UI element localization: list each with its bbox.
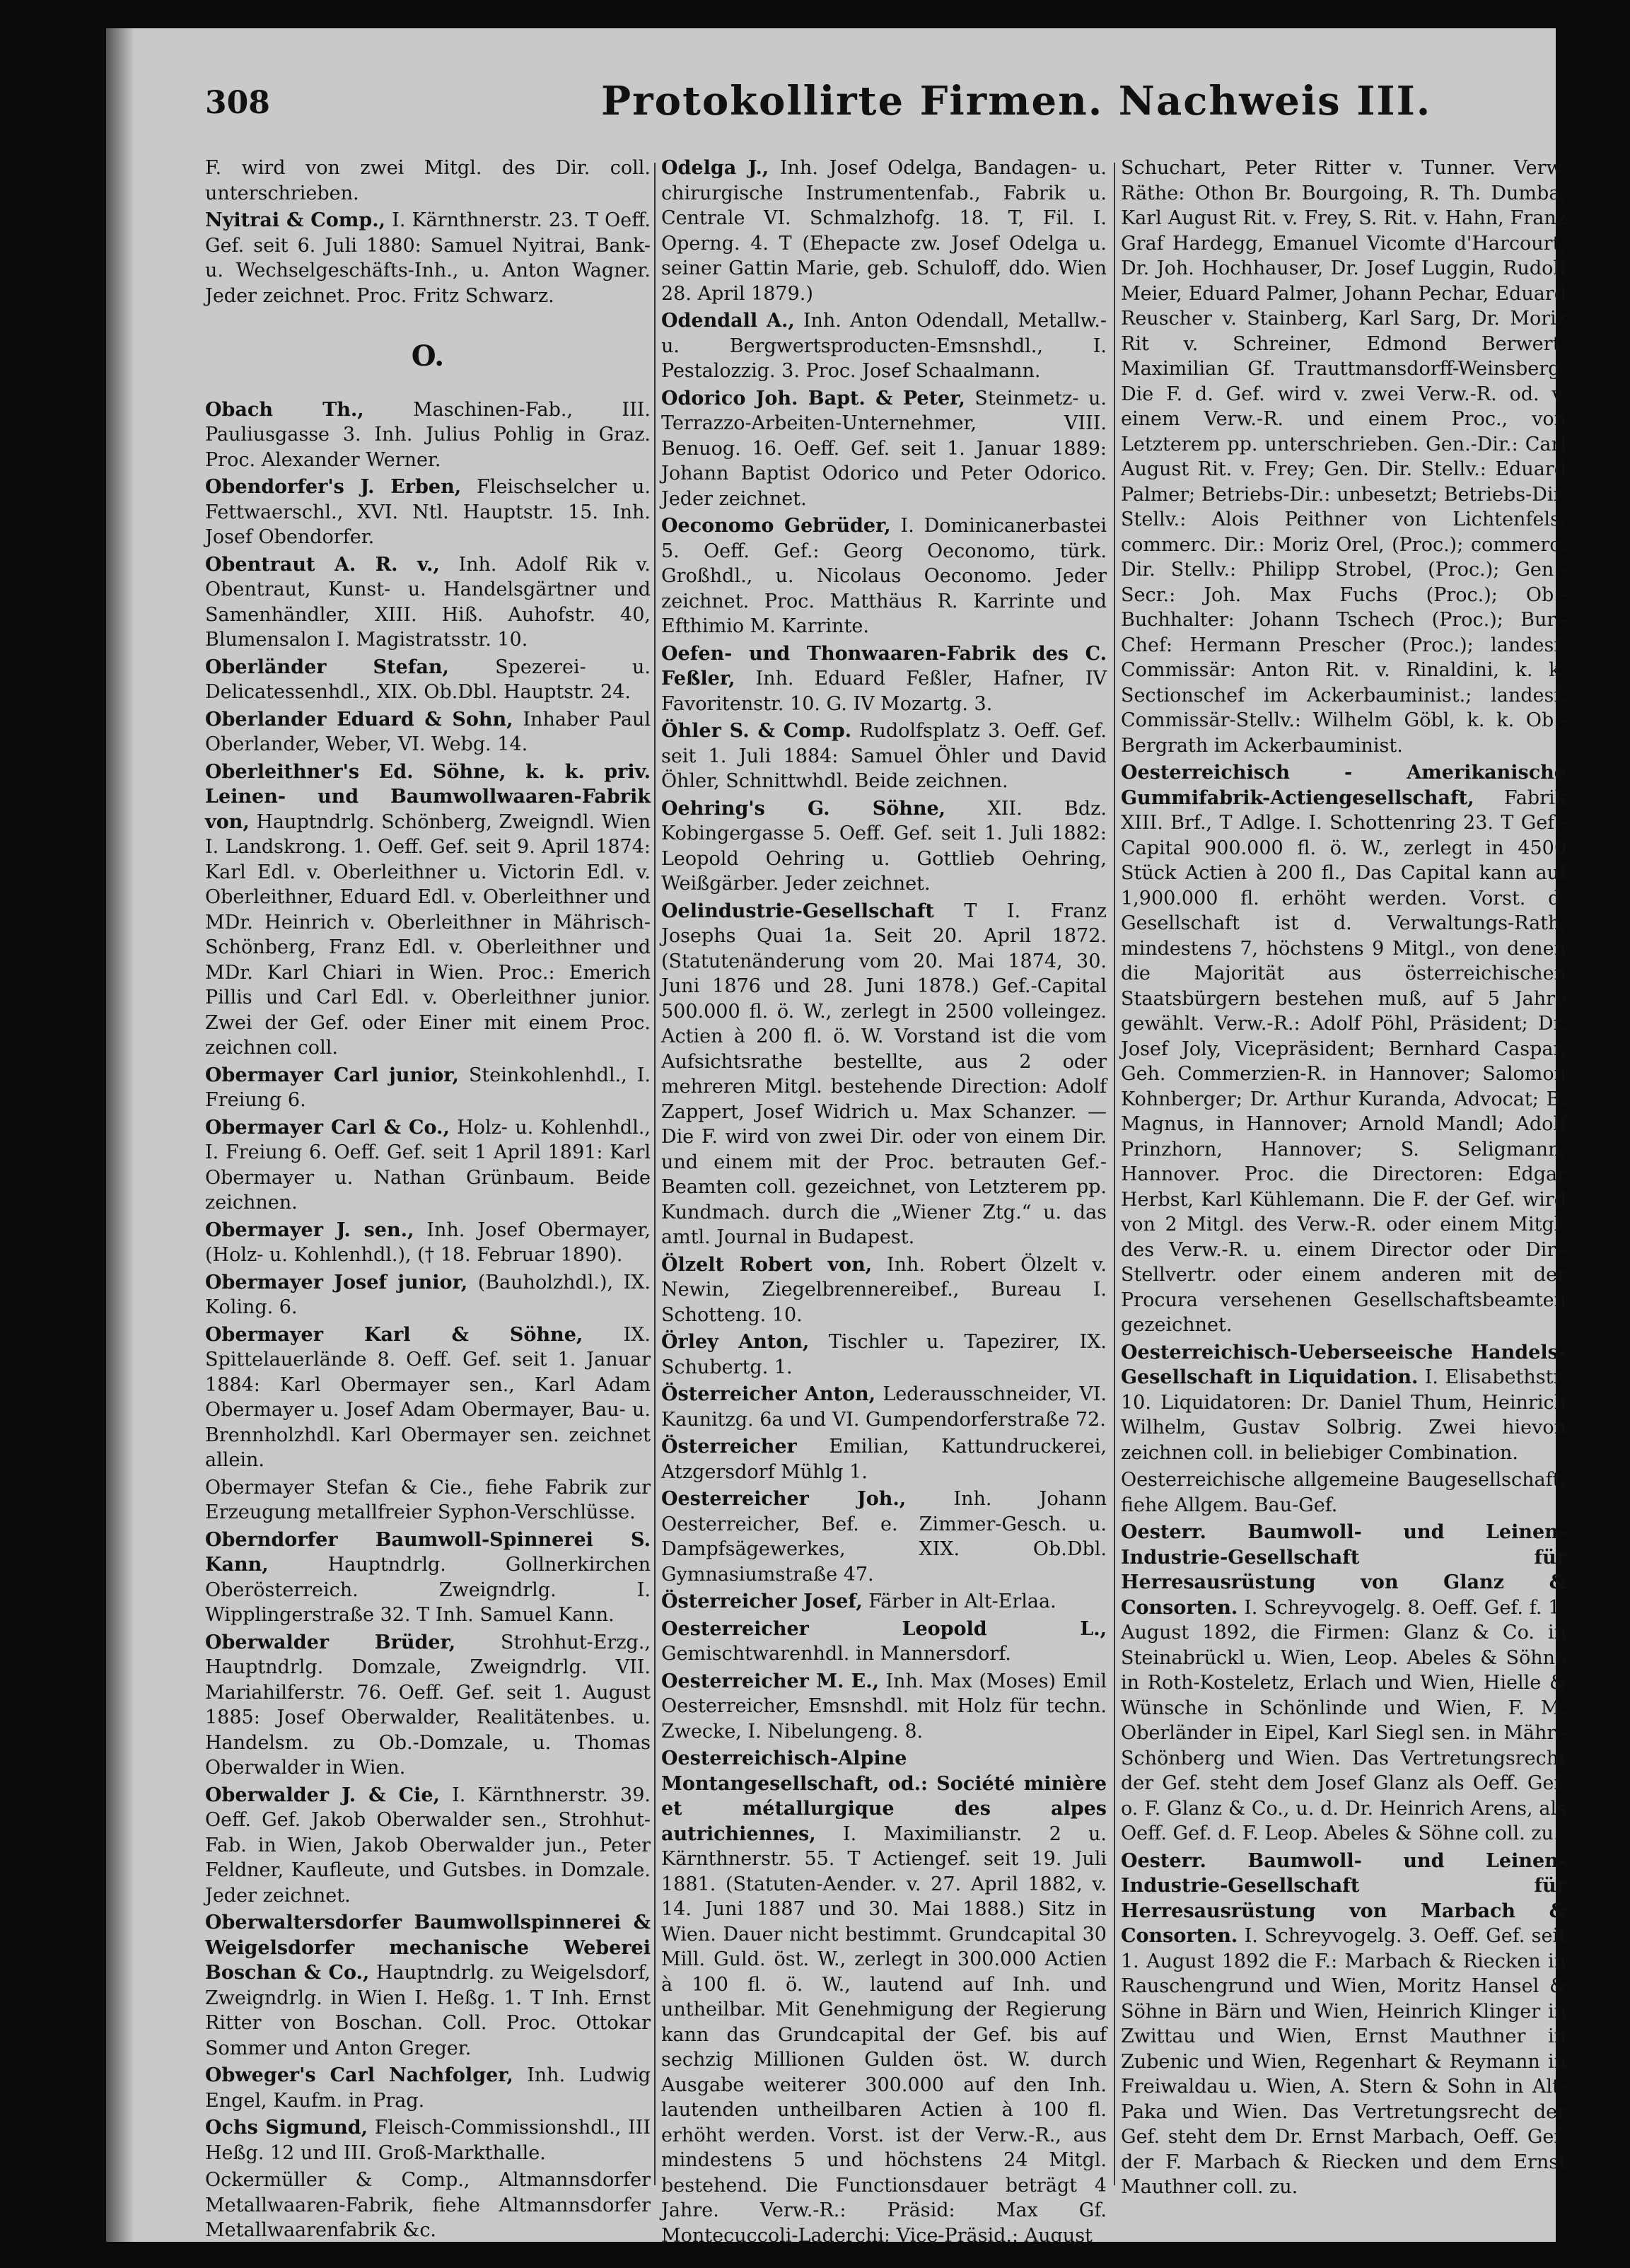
directory-entry <box>205 655 651 705</box>
column-left <box>205 156 651 2241</box>
entry-text: Fabrik XIII. Brf., T Adlge. I. Schottenring 23. T Gef.-Capital 900.000 fl. ö. W., zerlegt in 4500 Stück Actien à 200 fl., Das Capital kann auf 1,900.000 fl. erhöht werden. Vorst. d. Gesellschaft ist d. Verwaltungs-Rath, mindestens 7, höchstens 9 Mitgl., von denen die Majorität aus österreichischen Staatsbürgern bestehen muß, auf 5 Jahre gewählt. Verw.-R.: Adolf Pöhl, Präsident; Dr. Josef Joly, Vicepräsident; Bernhard Caspar, Geh. Commerzien-R. in Hannover; Salomon Kohnberger; Dr. Arthur Kuranda, Advocat; B. Magnus, in Hannover; Arnold Mandl; Adolf Prinzhorn, Hannover; S. Seligmann, Hannover. Proc. die Directoren: Edgar Herbst, Karl Kühlemann. Die F. der Gef. wird von 2 Mitgl. des Verw.-R. oder einem Mitgl. des Verw.-R. u. einem Director oder Dir.-Stellvertr. oder einem anderen mit der Procura versehenen Gesellschaftsbeamten gezeichnet. <box>1121 786 1566 1336</box>
firm-name: Odendall A., <box>661 310 795 332</box>
entry-text: Inh. Robert Ölzelt v. Newin, Ziegelbrennereibef., Bureau I. Schotteng. 10. <box>661 1253 1107 1326</box>
entry-text: Inh. Johann Oesterreicher, Bef. e. Zimmer-Gesch. u. Dampfsägewerkes, XIX. Ob.Dbl. Gymnasiumstraße 47. <box>661 1488 1107 1586</box>
directory-entry <box>661 308 1107 384</box>
firm-name: Odorico Joh. Bapt. & Peter, <box>661 387 965 409</box>
entry-text: Spezerei- u. Delicatessenhdl., XIX. Ob.Dbl. Hauptstr. 24. <box>205 656 651 703</box>
firm-name: Odelga J., <box>661 157 769 179</box>
directory-entry <box>205 397 651 473</box>
entry-text: T I. Franz Josephs Quai 1a. Seit 20. April 1872. (Statutenänderung vom 20. Mai 1874, 30. Juni 1876 und 28. Juni 1878.) Gef.-Capital 500.000 fl. ö. W., zerlegt in 2500 volleingez. Actien à 200 fl. ö. W. Vorstand ist die vom Aufsichtsrathe bestellte, aus 2 oder mehreren Mitgl. bestehende Direction: Adolf Zappert, Josef Widrich u. Max Schanzer. — Die F. wird von zwei Dir. oder von einem Dir. und einem mit der Proc. betrauten Gef.-Beamten coll. gezeichnet, von Letzterem pp. Kundmach. durch die „Wiener Ztg.“ u. das amtl. Journal in Budapest. <box>661 900 1107 1248</box>
directory-entry <box>661 386 1107 512</box>
firm-name: Oesterreichisch-Alpine Montangesellschaft, od.: Société minière et métallurgique des alpes autrichiennes, <box>661 1747 1107 1845</box>
firm-name: Oefen- und Thonwaaren-Fabrik des C. Feßler, <box>661 642 1107 690</box>
directory-entry <box>1121 1520 1566 1847</box>
entry-text: Inh. Eduard Feßler, Hafner, IV Favoritenstr. 10. G. IV Mozartg. 3. <box>661 668 1107 715</box>
page-number: 308 <box>205 85 270 121</box>
firm-name: Österreicher <box>661 1436 797 1458</box>
directory-entry <box>205 2168 651 2243</box>
directory-entry <box>661 1487 1107 1587</box>
firm-name: Obermayer Josef junior, <box>205 1271 468 1293</box>
entry-text: I. Schreyvogelg. 3. Oeff. Gef. seit 1. August 1892 die F.: Marbach & Riecken in Rauschengrund und Wien, Moritz Hansel & Söhne in Bärn und Wien, Heinrich Klinger in Zwittau und Wien, Ernst Mauthner in Zubenic und Wien, Regenhart & Reymann in Freiwaldau u. Wien, A. Stern & Sohn in Alt-Paka und Wien. Das Vertretungsrecht der Gef. steht dem Dr. Ernst Marbach, Oeff. Gef. der F. Marbach & Riecken und dem Ernst Mauthner coll. zu. <box>1121 1925 1566 2198</box>
entry-text: Steinkohlenhdl., I. Freiung 6. <box>205 1064 651 1111</box>
entry-text: Strohhut-Erzg., Hauptndrlg. Domzale, Zweigndrlg. VII. Mariahilferstr. 76. Oeff. Gef. seit 1. August 1885: Josef Oberwalder, Realitätenbes. u. Handelsm. zu Ob.-Domzale, u. Thomas Oberwalder in Wien. <box>205 1631 651 1779</box>
entry-text: Färber in Alt-Erlaa. <box>868 1590 1056 1612</box>
firm-name: Nyitrai & Comp., <box>205 209 386 231</box>
entry-text: Hauptndrlg. Gollnerkirchen Oberösterreich. Zweigndrlg. I. Wipplingerstraße 32. T Inh. Samuel Kann. <box>205 1554 651 1626</box>
entry-text: I. Dominicanerbastei 5. Oeff. Gef.: Georg Oeconomo, türk. Großhdl., u. Nicolaus Oeconomo. Jeder zeichnet. Proc. Matthäus R. Karrinte und Efthimio M. Karrinte. <box>661 515 1107 637</box>
entry-text: Emilian, Kattundruckerei, Atzgersdorf Mühlg 1. <box>661 1436 1107 1483</box>
directory-entry <box>1121 1340 1566 1466</box>
firm-name: Oehring's G. Söhne, <box>661 797 946 820</box>
entry-text: Fleischselcher u. Fettwaerschl., XVI. Ntl. Hauptstr. 15. Inh. Josef Obendorfer. <box>205 476 651 548</box>
firm-name: Oesterreicher M. E., <box>661 1670 880 1692</box>
entry-text: Hauptndrlg. Schönberg, Zweigndl. Wien I. Landskrong. 1. Oeff. Gef. seit 9. April 1874: Karl Edl. v. Oberleithner u. Victorin Edl. v. Oberleithner, Eduard Edl. v. Oberleithner und MDr. Heinrich v. Oberleithner in Mährisch-Schönberg, Franz Edl. v. Oberleithner und MDr. Karl Chiari in Wien. Proc.: Emerich Pillis und Carl Edl. v. Oberleithner junior. Zwei der Gef. oder Einer mit einem Proc. zeichnen coll. <box>205 810 651 1059</box>
directory-entry <box>205 707 651 757</box>
firm-name: Oesterreicher Joh., <box>661 1488 907 1510</box>
entry-text: Inh. Josef Obermayer, (Holz- u. Kohlenhdl.), († 18. Februar 1890). <box>205 1219 651 1266</box>
directory-entry <box>205 2115 651 2165</box>
book-page <box>106 28 1566 2247</box>
entry-text: XII. Bdz. Kobingergasse 5. Oeff. Gef. seit 1. Juli 1882: Leopold Oehring u. Gottlieb Oehring, Weißgärber. Jeder zeichnet. <box>661 797 1107 895</box>
entry-text: I. Elisabethstr. 10. Liquidatoren: Dr. Daniel Thum, Heinrich Wilhelm, Gustav Solbrig. Zwei hievon zeichnen coll. in beliebiger Combination. <box>1121 1366 1566 1464</box>
firm-name: Obendorfer's J. Erben, <box>205 476 462 498</box>
entry-text: Gemischtwarenhdl. in Mannersdorf. <box>661 1643 1011 1665</box>
entry-text: Oesterreichische allgemeine Baugesellschaft, fiehe Allgem. Bau-Gef. <box>1121 1469 1566 1516</box>
directory-entry <box>661 1382 1107 1432</box>
firm-name: Obentraut A. R. v., <box>205 553 440 576</box>
firm-name: Oelindustrie-Gesellschaft <box>661 900 934 922</box>
entry-text: Inhaber Paul Oberlander, Weber, VI. Webg. 14. <box>205 708 651 755</box>
entry-text: Inh. Adolf Rik v. Obentraut, Kunst- u. Handelsgärtner und Samenhändler, XIII. Hiß. Auhofstr. 40, Blumensalon I. Magistratsstr. 10. <box>205 553 651 651</box>
entry-text: Tischler u. Tapezirer, IX. Schubertg. 1. <box>661 1331 1107 1378</box>
firm-name: Oesterr. Baumwoll- und Leinen-Industrie-Gesellschaft für Herresausrüstung von Marbach & Consorten. <box>1121 1849 1566 1947</box>
directory-entry <box>1121 1849 1566 2200</box>
running-title: Protokollirte Firmen. Nachweis III. <box>601 78 1432 124</box>
firm-name: Örley Anton, <box>661 1331 810 1353</box>
firm-name: Oesterreichisch-Ueberseeische Handels-Gesellschaft in Liquidation. <box>1121 1341 1566 1388</box>
entry-text: I. Kärnthnerstr. 23. T Oeff. Gef. seit 6. Juli 1880: Samuel Nyitrai, Bank- u. Wechselgeschäfts-Inh., u. Anton Wagner. Jeder zeichnet. Proc. Fritz Schwarz. <box>205 209 651 307</box>
entry-text: Obermayer Stefan & Cie., fiehe Fabrik zur Erzeugung metallfreier Syphon-Verschlüsse. <box>205 1476 651 1523</box>
section-letter: O. <box>411 339 445 373</box>
entry-text: (Bauholzhdl.), IX. Koling. 6. <box>205 1271 651 1318</box>
entry-text: Rudolfsplatz 3. Oeff. Gef. seit 1. Juli 1884: Samuel Öhler und David Öhler, Schnittwhdl. Beide zeichnen. <box>661 720 1107 792</box>
directory-entry <box>661 899 1107 1250</box>
directory-entry <box>661 1434 1107 1484</box>
column-rule <box>654 163 656 2185</box>
directory-entry <box>205 760 651 1061</box>
directory-entry <box>661 1617 1107 1667</box>
directory-entry <box>205 2063 651 2113</box>
directory-entry <box>205 1910 651 2061</box>
firm-name: Obweger's Carl Nachfolger, <box>205 2064 513 2086</box>
directory-entry <box>205 156 651 206</box>
directory-entry <box>205 1115 651 1216</box>
firm-name: Ochs Sigmund, <box>205 2117 368 2139</box>
page-gutter-shadow <box>106 28 134 2242</box>
directory-entry <box>205 1063 651 1113</box>
entry-text: Inh. Ludwig Engel, Kaufm. in Prag. <box>205 2064 651 2112</box>
directory-entry <box>205 208 651 308</box>
entry-text: Lederausschneider, VI. Kaunitzg. 6a und VI. Gumpendorferstraße 72. <box>661 1383 1107 1431</box>
directory-entry <box>205 1270 651 1320</box>
directory-entry <box>205 1630 651 1781</box>
firm-name: Oesterreichisch - Amerikanische Gummifabrik-Actiengesellschaft, <box>1121 762 1566 809</box>
firm-name: Oesterreicher Leopold L., <box>661 1617 1107 1640</box>
directory-entry <box>661 1330 1107 1380</box>
directory-entry <box>1121 1467 1566 1518</box>
directory-entry <box>205 1322 651 1473</box>
directory-entry <box>205 475 651 550</box>
firm-name: Oeconomo Gebrüder, <box>661 515 891 537</box>
directory-entry <box>205 1218 651 1268</box>
directory-entry <box>1121 760 1566 1338</box>
firm-name: Obach Th., <box>205 398 364 421</box>
directory-entry <box>661 1746 1107 2248</box>
column-middle <box>661 156 1107 2247</box>
directory-entry <box>661 513 1107 639</box>
entry-text: Ockermüller & Comp., Altmannsdorfer Metallwaaren-Fabrik, fiehe Altmannsdorfer Metallwaarenfabrik &c. <box>205 2169 651 2241</box>
directory-entry <box>205 1475 651 1525</box>
firm-name: Obermayer J. sen., <box>205 1219 414 1241</box>
directory-entry <box>661 719 1107 794</box>
directory-entry <box>661 1589 1107 1615</box>
entry-text: Inh. Max (Moses) Emil Oesterreicher, Emsnshdl. mit Holz für techn. Zwecke, I. Nibelungeng. 8. <box>661 1670 1107 1743</box>
entry-text: Holz- u. Kohlenhdl., I. Freiung 6. Oeff. Gef. seit 1 April 1891: Karl Obermayer u. Nathan Grünbaum. Beide zeichnen. <box>205 1116 651 1214</box>
directory-entry <box>1121 156 1566 758</box>
entry-text: Steinmetz- u. Terrazzo-Arbeiten-Unternehmer, VIII. Benuog. 16. Oeff. Gef. seit 1. Januar 1889: Johann Baptist Odorico und Peter Odorico. Jeder zeichnet. <box>661 387 1107 510</box>
entry-text: Maschinen-Fab., III. Pauliusgasse 3. Inh. Julius Pohlig in Graz. Proc. Alexander Werner. <box>205 398 651 471</box>
directory-entry <box>205 1783 651 1909</box>
entry-text: Fleisch-Commissionshdl., III Heßg. 12 und III. Groß-Markthalle. <box>205 2117 651 2164</box>
directory-entry <box>661 641 1107 717</box>
entry-text: Inh. Josef Odelga, Bandagen- u. chirurgische Instrumentenfab., Fabrik u. Centrale VI. Schmalzhofg. 18. T, Fil. I. Operng. 4. T (Ehepacte zw. Josef Odelga u. seiner Gattin Marie, geb. Schuloff, ddo. Wien 28. April 1879.) <box>661 157 1107 305</box>
firm-name: Ölzelt Robert von, <box>661 1253 873 1276</box>
directory-entry <box>661 796 1107 897</box>
entry-text: Schuchart, Peter Ritter v. Tunner. Verw. Räthe: Othon Br. Bourgoing, R. Th. Dumba, Karl August Rit. v. Frey, S. Rit. v. Hahn, Franz Graf Hardegg, Emanuel Vicomte d'Harcourt, Dr. Joh. Hochhauser, Dr. Josef Luggin, Rudolf Meier, Eduard Palmer, Johann Pechar, Eduard Reuscher v. Stainberg, Karl Sarg, Dr. Moriz Rit v. Schreiner, Edmond Berwert, Maximilian Gf. Trauttmansdorff-Weinsberg. Die F. d. Gef. wird v. zwei Verw.-R. od. v. einem Verw.-R. und einem Proc., von Letzterem pp. unterschrieben. Gen.-Dir.: Carl August Rit. v. Frey; Gen. Dir. Stellv.: Eduard Palmer; Betriebs-Dir.: unbesetzt; Betriebs-Dir. Stellv.: Alois Peithner von Lichtenfels; commerc. Dir.: Moriz Orel, (Proc.); commerc. Dir. Stellv.: Philipp Strobel, (Proc.); Gen.-Secr.: Joh. Max Fuchs (Proc.); Ob.-Buchhalter: Johann Tschech (Proc.); Bur.-Chef: Hermann Prescher (Proc.); landesf. Commissär: Anton Rit. v. Rinaldini, k. k. Sectionschef im Ackerbauminist.; landesf. Commissär-Stellv.: Wilhelm Göbl, k. k. Ob.-Bergrath im Ackerbauminist. <box>1121 157 1566 757</box>
entry-text: I. Maximilianstr. 2 u. Kärnthnerstr. 55. T Actiengef. seit 19. Juli 1881. (Statuten-Aender. v. 27. April 1882, v. 14. Juni 1887 und 30. Mai 1888.) Sitz in Wien. Dauer nicht bestimmt. Grundcapital 30 Mill. Guld. öst. W., zerlegt in 300.000 Actien à 100 fl. ö. W., lautend auf Inh. und untheilbar. Mit Genehmigung der Regierung kann das Grundcapital der Gef. bis auf sechzig Millionen Gulden öst. W. durch Ausgabe weiterer 300.000 auf den Inh. lautenden untheilbaren Actien à 100 fl. erhöht werden. Vorst. ist der Verw.-R., aus mindestens 5 und höchstens 24 Mitgl. bestehend. Die Functionsdauer beträgt 4 Jahre. Verw.-R.: Präsid: Max Gf. Montecuccoli-Laderchi; Vice-Präsid.: August <box>661 1822 1107 2247</box>
entry-text: I. Schreyvogelg. 8. Oeff. Gef. f. 1. August 1892, die Firmen: Glanz & Co. in Steinabrückl u. Wien, Leop. Abeles & Söhne in Roth-Kosteletz, Erlach und Wien, Hielle & Wünsche in Schönlinde und Wien, F. M. Oberländer in Eipel, Karl Siegl sen. in Mähr.-Schönberg und Wien. Das Vertretungsrecht der Gef. steht dem Josef Glanz als Oeff. Gef. o. F. Glanz & Co., u. d. Dr. Heinrich Arens, als Oeff. Gef. d. F. Leop. Abeles & Söhne coll. zu. <box>1121 1596 1566 1844</box>
directory-entry <box>205 1528 651 1628</box>
entry-text: Inh. Anton Odendall, Metallw.- u. Bergwertsproducten-Emsnshdl., I. Pestalozzig. 3. Proc. Josef Schaalmann. <box>661 310 1107 382</box>
firm-name: Oberndorfer Baumwoll-Spinnerei S. Kann, <box>205 1528 651 1576</box>
firm-name: Österreicher Josef, <box>661 1590 863 1612</box>
column-right <box>1121 156 1566 2198</box>
firm-name: Obermayer Carl & Co., <box>205 1116 450 1139</box>
firm-name: Österreicher Anton, <box>661 1383 875 1405</box>
firm-name: Oberwaltersdorfer Baumwollspinnerei & Weigelsdorfer mechanische Weberei Boschan & Co., <box>205 1912 651 1984</box>
entry-text: IX. Spittelauerlände 8. Oeff. Gef. seit 1. Januar 1884: Karl Obermayer sen., Karl Adam Obermayer u. Josef Adam Obermayer, Bau- u. Brennholzhdl. Karl Obermayer sen. zeichnet allein. <box>205 1323 651 1471</box>
entry-text: I. Kärnthnerstr. 39. Oeff. Gef. Jakob Oberwalder sen., Strohhut-Fab. in Wien, Jakob Oberwalder jun., Peter Feldner, Kaufleute, und Gutsbes. in Domzale. Jeder zeichnet. <box>205 1784 651 1907</box>
firm-name: Obermayer Karl & Söhne, <box>205 1323 583 1346</box>
firm-name: Oesterr. Baumwoll- und Leinen-Industrie-Gesellschaft für Herresausrüstung von Glanz & Consorten. <box>1121 1521 1566 1619</box>
page-header <box>205 78 1478 141</box>
firm-name: Oberwalder Brüder, <box>205 1631 456 1653</box>
firm-name: Oberleithner's Ed. Söhne, k. k. priv. Leinen- und Baumwollwaaren-Fabrik von, <box>205 760 651 833</box>
directory-entry <box>661 1669 1107 1745</box>
firm-name: Oberwalder J. & Cie, <box>205 1784 440 1806</box>
firm-name: Oberlander Eduard & Sohn, <box>205 708 513 731</box>
entry-text: Hauptndrlg. zu Weigelsdorf, Zweigndrlg. in Wien I. Heßg. 1. T Inh. Ernst Ritter von Boschan. Coll. Proc. Ottokar Sommer und Anton Greger. <box>205 1962 651 2059</box>
entry-text: F. wird von zwei Mitgl. des Dir. coll. unterschrieben. <box>205 157 651 204</box>
firm-name: Oberländer Stefan, <box>205 656 449 678</box>
column-rule <box>1114 163 1115 2185</box>
directory-entry <box>661 1252 1107 1328</box>
firm-name: Öhler S. & Comp. <box>661 720 852 742</box>
directory-entry <box>661 156 1107 306</box>
directory-entry <box>205 552 651 653</box>
firm-name: Obermayer Carl junior, <box>205 1064 459 1086</box>
